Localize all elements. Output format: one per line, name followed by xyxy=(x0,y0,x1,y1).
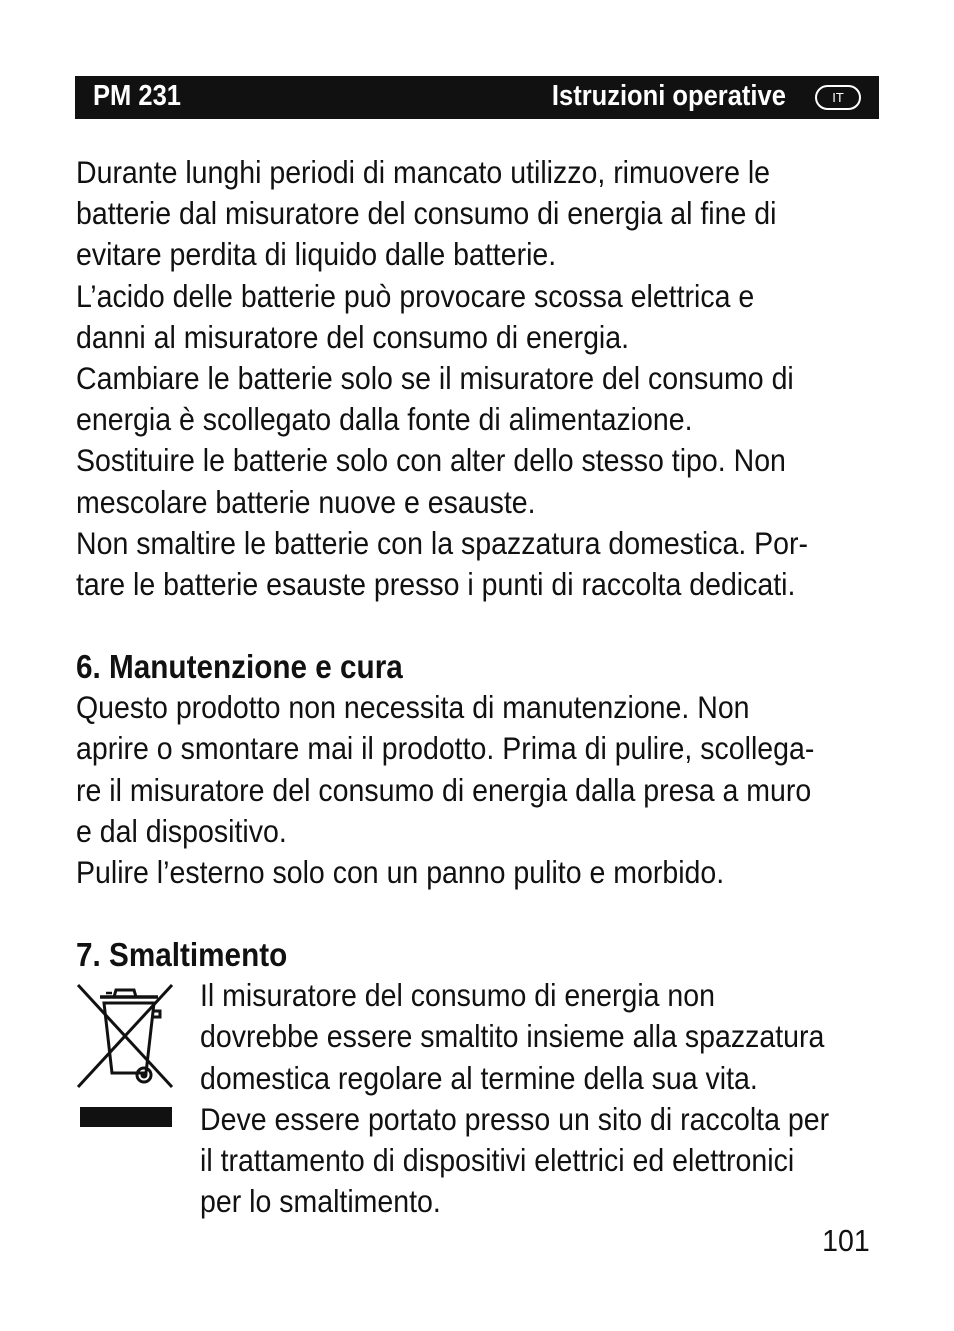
text-line: batterie dal misuratore del consumo di energia al fine di xyxy=(76,195,777,232)
spacer xyxy=(76,605,886,646)
section-6-paragraph-1 xyxy=(76,687,815,852)
text-line: energia è scollegato dalla fonte di alimentazione. xyxy=(76,401,693,438)
text-line: Questo prodotto non necessita di manutenzione. Non xyxy=(76,689,750,726)
crossed-out-wheelie-bin-icon xyxy=(76,977,174,1127)
text-line: re il misuratore del consumo di energia dalla presa a muro xyxy=(76,771,812,808)
text-line: Non smaltire le batterie con la spazzatura domestica. Por- xyxy=(76,524,809,561)
text-line: aprire o smontare mai il prodotto. Prima di pulire, scollega- xyxy=(76,730,815,767)
language-badge: IT xyxy=(815,85,861,110)
text-line: per lo smaltimento. xyxy=(200,1183,441,1220)
text-line: danni al misuratore del consumo di energia. xyxy=(76,318,630,355)
spacer xyxy=(76,893,886,934)
page-number: 101 xyxy=(822,1223,870,1258)
text-line: e dal dispositivo. xyxy=(76,812,287,849)
text-line: il trattamento di dispositivi elettrici ed elettronici xyxy=(200,1142,795,1179)
text-line: Cambiare le batterie solo se il misuratore del consumo di xyxy=(76,360,794,397)
page-content xyxy=(76,152,886,1223)
intro-paragraph-1 xyxy=(76,152,809,276)
page-header xyxy=(75,76,879,119)
intro-paragraph-4 xyxy=(76,440,809,522)
intro-paragraph-3 xyxy=(76,358,809,440)
model-name: PM 231 xyxy=(93,80,181,112)
intro-paragraph-5 xyxy=(76,523,809,605)
text-line: tare le batterie esauste presso i punti di raccolta dedicati. xyxy=(76,566,796,603)
text-line: evitare perdita di liquido dalle batterie. xyxy=(76,236,557,273)
text-line: Sostituire le batterie solo con alter dello stesso tipo. Non xyxy=(76,442,786,479)
text-line: domestica regolare al termine della sua vita. xyxy=(200,1059,758,1096)
disposal-text xyxy=(200,975,829,1222)
intro-paragraph-2 xyxy=(76,276,809,358)
text-line: Il misuratore del consumo di energia non xyxy=(200,977,716,1014)
text-line: Deve essere portato presso un sito di raccolta per xyxy=(200,1100,830,1137)
text-line: Pulire l’esterno solo con un panno pulito e morbido. xyxy=(76,854,725,891)
text-line: Durante lunghi periodi di mancato utilizzo, rimuovere le xyxy=(76,154,771,190)
section-6-heading: 6. Manutenzione e cura xyxy=(76,648,403,686)
text-line: L’acido delle batterie può provocare scossa elettrica e xyxy=(76,277,755,314)
document-title: Istruzioni operative xyxy=(552,80,786,112)
disposal-block xyxy=(76,975,886,1223)
text-line: dovrebbe essere smaltito insieme alla spazzatura xyxy=(200,1018,825,1055)
section-6-paragraph-2 xyxy=(76,852,809,893)
text-line: mescolare batterie nuove e esauste. xyxy=(76,483,536,520)
section-7-heading: 7. Smaltimento xyxy=(76,936,288,974)
